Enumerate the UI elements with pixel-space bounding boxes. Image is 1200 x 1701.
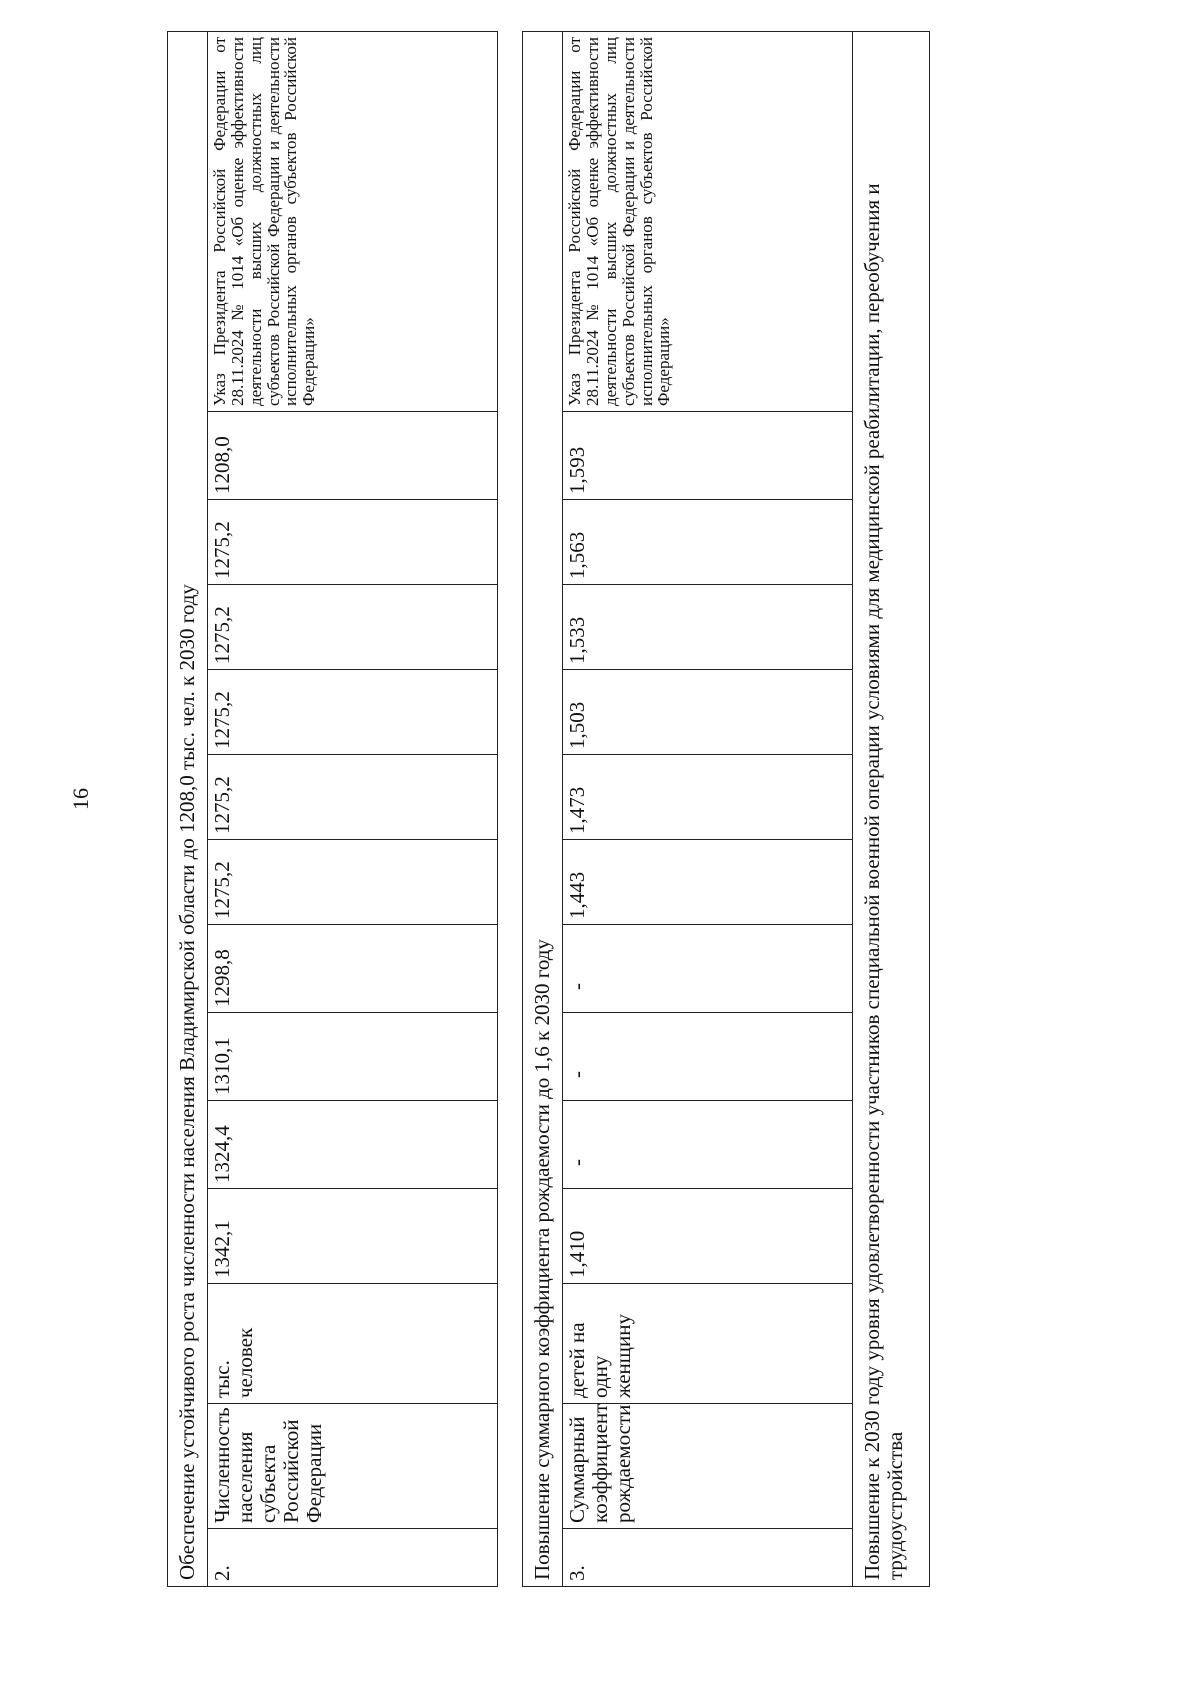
indicator-name: Суммарный коэффициент рождаемости bbox=[563, 1404, 853, 1529]
value-cell: 1324,4 bbox=[208, 1101, 498, 1189]
value-cell: - bbox=[563, 1101, 853, 1189]
table-row bbox=[563, 31, 853, 1586]
value-cell: 1275,2 bbox=[208, 585, 498, 670]
value-cell: 1298,8 bbox=[208, 925, 498, 1013]
value-cell: 1275,2 bbox=[208, 755, 498, 840]
section-header-row bbox=[853, 31, 930, 1586]
value-cell: 1,593 bbox=[563, 412, 853, 500]
value-cell: 1,443 bbox=[563, 840, 853, 925]
section-title: Обеспечение устойчивого роста численности населения Владимирской области до 1208,0 тыс. чел. к 2030 году bbox=[168, 31, 208, 1586]
section-title: Повышение суммарного коэффициента рождаемости до 1,6 к 2030 году bbox=[523, 31, 563, 1586]
value-cell: 1,473 bbox=[563, 755, 853, 840]
table-row bbox=[208, 31, 498, 1586]
section-header-row bbox=[523, 31, 563, 1586]
value-cell: 1310,1 bbox=[208, 1013, 498, 1101]
value-cell: 1,563 bbox=[563, 500, 853, 585]
page-number: 16 bbox=[68, 788, 93, 810]
section-title: Повышение к 2030 году уровня удовлетворенности участников специальной военной операции условиями для медицинской реабилитации, переобучения и трудоустройства bbox=[853, 31, 930, 1586]
value-cell: 1208,0 bbox=[208, 412, 498, 500]
value-cell: 1275,2 bbox=[208, 670, 498, 755]
row-number: 3. bbox=[563, 1529, 853, 1587]
value-cell: 1275,2 bbox=[208, 840, 498, 925]
value-cell: 1,503 bbox=[563, 670, 853, 755]
value-cell: 1342,1 bbox=[208, 1189, 498, 1284]
spacer-row bbox=[498, 31, 523, 1586]
indicator-name: Численность населения субъекта Российской Федерации bbox=[208, 1404, 498, 1529]
rotated-table-container bbox=[167, 36, 997, 1587]
value-cell: 1,533 bbox=[563, 585, 853, 670]
unit: детей на одну женщину bbox=[563, 1284, 853, 1404]
source-document: Указ Президента Российской Федерации от 28.11.2024 № 1014 «Об оценке эффективности деятельности высших должностных лиц субъектов Российской Федерации и деятельности исполнительных органов субъектов Российской Федерации» bbox=[208, 31, 498, 411]
section-header-row bbox=[168, 31, 208, 1586]
row-number: 2. bbox=[208, 1529, 498, 1587]
value-cell: - bbox=[563, 925, 853, 1013]
unit: тыс. человек bbox=[208, 1284, 498, 1404]
value-cell: 1275,2 bbox=[208, 500, 498, 585]
value-cell: 1,410 bbox=[563, 1189, 853, 1284]
indicators-table bbox=[167, 31, 930, 1587]
value-cell: - bbox=[563, 1013, 853, 1101]
source-document: Указ Президента Российской Федерации от 28.11.2024 № 1014 «Об оценке эффективности деятельности высших должностных лиц субъектов Российской Федерации и деятельности исполнительных органов субъектов Российской Федерации» bbox=[563, 31, 853, 411]
